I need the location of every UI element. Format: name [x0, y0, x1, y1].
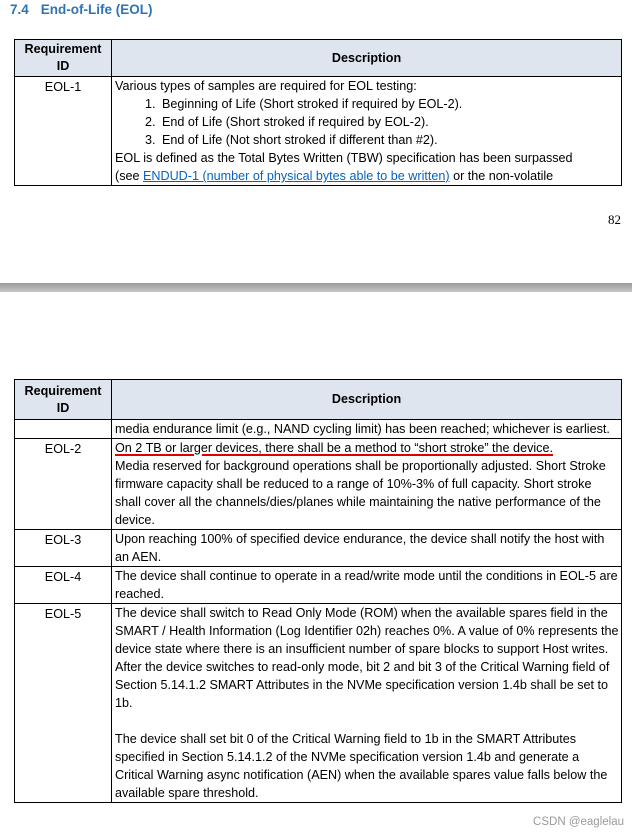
requirements-table-1 — [14, 39, 622, 186]
samples-list — [115, 95, 619, 149]
table-row — [15, 567, 622, 604]
requirement-description: The device shall continue to operate in a read/write mode until the conditions in EOL-5 are reached. — [112, 567, 622, 604]
critical-warning-paragraph: The device shall set bit 0 of the Critical Warning field to 1b in the SMART Attributes specified in Section 5.14.1.2 of the NVMe specification version 1.4b and generate a Critical Warning async notification (AEN) when the available spares value falls below the available spare threshold. — [115, 732, 608, 800]
requirement-id-empty — [15, 420, 112, 439]
table-header-row — [15, 40, 622, 77]
section-number: 7.4 — [10, 2, 29, 17]
page-number: 82 — [608, 212, 621, 227]
paragraph-gap — [115, 712, 619, 730]
header-requirement-id: Requirement ID — [15, 380, 112, 420]
watermark: CSDN @eaglelau — [533, 816, 624, 828]
list-item: 3. End of Life (Not short stroked if different than #2). — [159, 131, 619, 149]
endud-1-link[interactable]: ENDUD-1 (number of physical bytes able to be written) — [143, 169, 450, 183]
samples-intro: Various types of samples are required for EOL testing: — [115, 79, 417, 93]
list-item: 1. Beginning of Life (Short stroked if required by EOL-2). — [159, 95, 619, 113]
continuation-text: media endurance limit (e.g., NAND cycling limit) has been reached; whichever is earliest. — [112, 420, 622, 439]
rom-paragraph: The device shall switch to Read Only Mode (ROM) when the available spares field in the SMART / Health Information (Log Identifier 02h) reaches 0%. A value of 0% represents the device state where there is an insufficient number of spare blocks to support Host writes. After the device switches to read-only mode, bit 2 and bit 3 of the Critical Warning field of Section 5.14.1.2 SMART Attributes in the NVMe specification version 1.4b shall be set to 1b. — [115, 606, 619, 710]
header-requirement-id: Requirement ID — [15, 40, 112, 77]
table-row — [15, 530, 622, 567]
requirement-id: EOL-4 — [15, 567, 112, 604]
requirement-description: Upon reaching 100% of specified device endurance, the device shall notify the host with an AEN. — [112, 530, 622, 567]
requirement-id: EOL-1 — [15, 77, 112, 186]
requirement-id: EOL-3 — [15, 530, 112, 567]
page-separator — [0, 283, 632, 292]
requirement-id: EOL-2 — [15, 439, 112, 530]
list-item: 2. End of Life (Short stroked if required by EOL-2). — [159, 113, 619, 131]
pre-link-text: (see — [115, 169, 143, 183]
table-row — [15, 439, 622, 530]
requirement-id: EOL-5 — [15, 604, 112, 803]
table-row — [15, 420, 622, 439]
eol-definition: EOL is defined as the Total Bytes Written (TBW) specification has been surpassed — [115, 151, 573, 165]
section-title — [10, 1, 153, 19]
requirements-table-2 — [14, 379, 622, 803]
header-description: Description — [112, 40, 622, 77]
requirement-description — [112, 77, 622, 186]
eol-definition-cont — [115, 167, 619, 185]
table-row — [15, 77, 622, 186]
requirement-description — [112, 439, 622, 530]
table-row — [15, 604, 622, 803]
requirement-description — [112, 604, 622, 803]
short-stroke-details: Media reserved for background operations shall be proportionally adjusted. Short Stroke firmware capacity shall be reduced to a range of 10%-3% of full capacity. Short stroke shall cover all the channels/dies/planes while maintaining the native performance of the device. — [115, 459, 606, 527]
header-description: Description — [112, 380, 622, 420]
section-heading: End-of-Life (EOL) — [40, 2, 153, 17]
short-stroke-statement: On 2 TB or larger devices, there shall be a method to “short stroke” the device. — [115, 441, 553, 455]
table-header-row — [15, 380, 622, 420]
post-link-text: or the non-volatile — [449, 169, 554, 183]
